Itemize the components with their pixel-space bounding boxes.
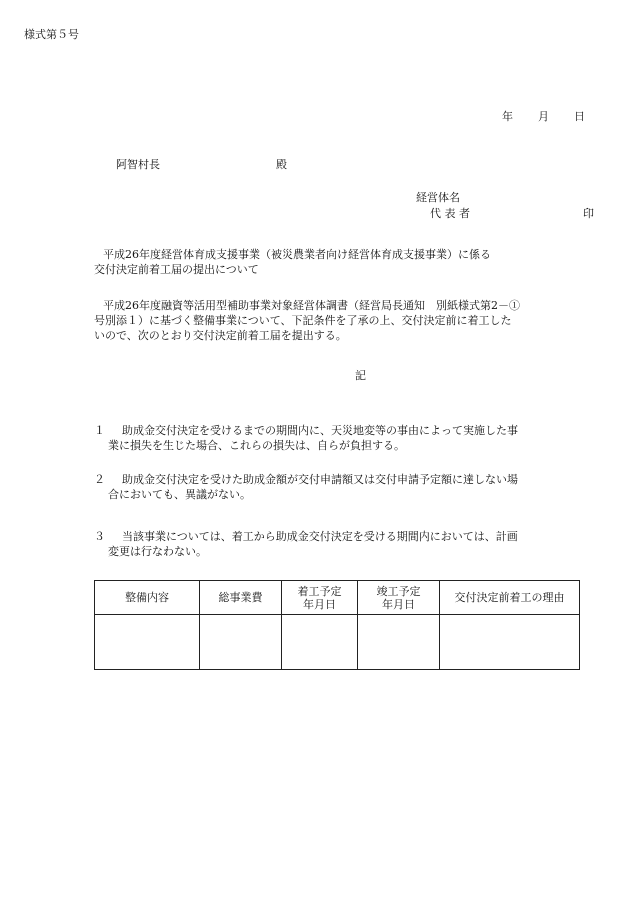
header-cell-reason [440, 581, 580, 615]
header-label: 整備内容 [125, 591, 169, 604]
header-label-sub: 年月日 [382, 597, 415, 611]
representative-label: 代 表 者 [430, 207, 470, 220]
work-details-table [94, 580, 580, 670]
header-cell-total-cost [200, 581, 282, 615]
table-row [95, 615, 580, 670]
condition-line-2: 合においても、異議がない。 [108, 488, 251, 501]
condition-item [94, 472, 518, 502]
header-cell-completion-date [358, 581, 440, 615]
condition-line-1: 助成金交付決定を受けた助成金額が交付申請額又は交付申請予定額に達しない場 [122, 473, 518, 486]
subject [94, 247, 491, 277]
condition-line-2: 業に損失を生じた場合、これらの損失は、自らが負担する。 [108, 439, 405, 452]
header-label-sub: 年月日 [303, 597, 336, 611]
intro-line-1: 平成26年度融資等活用型補助事業対象経営体調書（経営局長通知 別紙様式第2－① [103, 299, 520, 312]
table-header-row [95, 581, 580, 615]
table-cell-completion-date[interactable] [358, 615, 440, 670]
header-cell-start-date [282, 581, 358, 615]
table-cell-start-date[interactable] [282, 615, 358, 670]
header-label: 着工予定 [297, 584, 342, 598]
header-label: 交付決定前着工の理由 [454, 591, 565, 604]
intro-line-2: 号別添１）に基づく整備事業について、下記条件を了承の上、交付決定前に着工した [94, 314, 512, 327]
header-label: 総事業費 [218, 591, 263, 604]
header-cell-work-content [95, 581, 200, 615]
condition-line-1: 当該事業については、着工から助成金交付決定を受ける期間内においては、計画 [122, 530, 518, 543]
table-cell-reason[interactable] [440, 615, 580, 670]
condition-number: ２ [94, 473, 105, 486]
condition-item [94, 423, 518, 453]
date-day: 日 [574, 110, 585, 123]
addressee-name: 阿智村長 [116, 158, 160, 171]
condition-number: １ [94, 424, 105, 437]
header-label: 竣工予定 [376, 584, 421, 598]
table-cell-total-cost[interactable] [200, 615, 282, 670]
subject-line-1: 平成26年度経営体育成支援事業（被災農業者向け経営体育成支援事業）に係る [103, 248, 491, 261]
entity-name-label: 経営体名 [416, 191, 460, 204]
ki-heading: 記 [355, 369, 366, 382]
condition-number: ３ [94, 530, 105, 543]
subject-line-2: 交付決定前着工届の提出について [94, 263, 259, 276]
date-month: 月 [538, 110, 549, 123]
condition-item [94, 529, 518, 559]
form-number: 様式第５号 [24, 28, 79, 41]
addressee-honorific: 殿 [276, 158, 287, 171]
table-cell-work-content[interactable] [95, 615, 200, 670]
condition-line-2: 変更は行なわない。 [108, 545, 207, 558]
intro-paragraph [94, 298, 520, 343]
condition-line-1: 助成金交付決定を受けるまでの期間内に、天災地変等の事由によって実施した事 [122, 424, 518, 437]
intro-line-3: いので、次のとおり交付決定前着工届を提出する。 [94, 329, 347, 342]
seal-mark: 印 [583, 207, 594, 220]
date-year: 年 [502, 110, 513, 123]
